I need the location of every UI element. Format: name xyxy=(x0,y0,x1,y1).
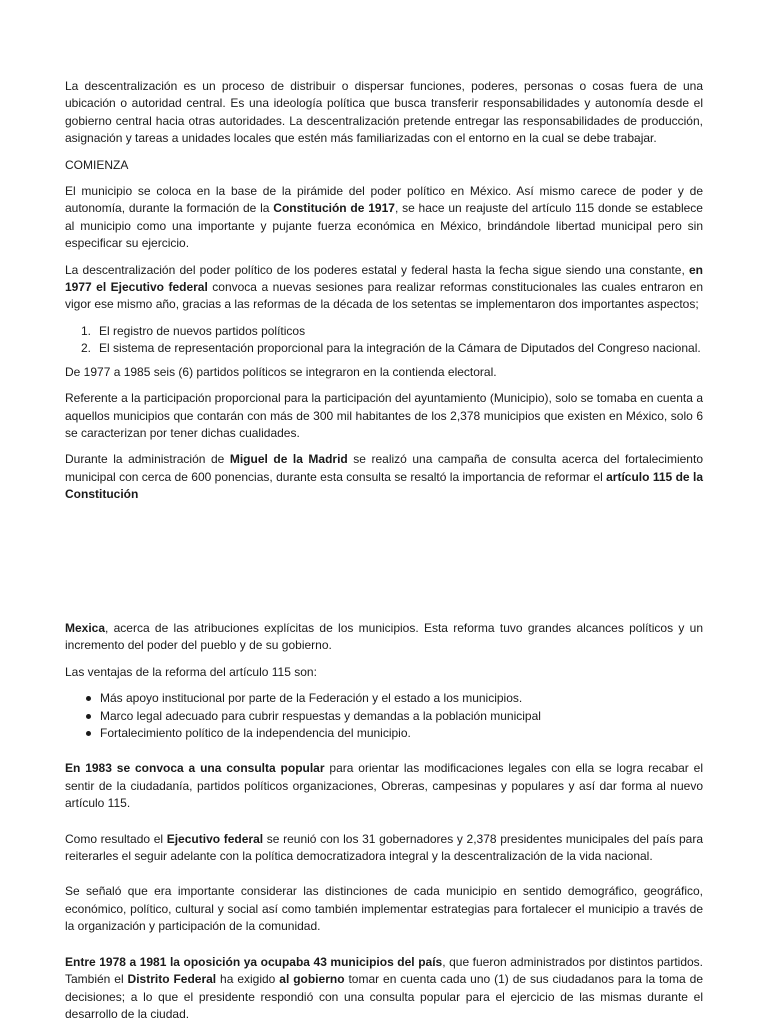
bold-run: Miguel de la Madrid xyxy=(229,452,348,467)
numbered-list xyxy=(65,323,703,358)
bold-run: al gobierno xyxy=(279,972,345,987)
text-run: , acerca de las atribuciones explícitas de los municipios. Esta reforma tuvo grandes alcances políticos y un incremento del poder del pueblo y de su gobierno. xyxy=(65,621,703,653)
list-item-text: El sistema de representación proporcional para la integración de la Cámara de Diputados del Congreso nacional. xyxy=(99,341,701,356)
list-item xyxy=(81,323,703,340)
list-item xyxy=(65,708,703,725)
text-run: para orientar las modificaciones legales con ella se logra recabar el sentir de la ciudadanía, partidos políticos organizaciones, Obreras, campesinas y populares y así dar forma al nuevo artículo 115. xyxy=(65,761,703,811)
list-number: 2. xyxy=(81,341,92,356)
text-run: , que fueron administrados por distintos partidos. También el xyxy=(65,954,704,987)
page-2-text xyxy=(65,620,703,1023)
bullet-icon xyxy=(86,696,91,701)
paragraph-ejecutivo-federal xyxy=(65,831,703,866)
list-item-text: El registro de nuevos partidos políticos xyxy=(99,323,306,338)
bold-run: artículo 115 de la Constitución xyxy=(65,469,703,502)
paragraph-miguel-de-la-madrid xyxy=(65,451,703,503)
text-run: se realizó una campaña de consulta acerca del fortalecimiento municipal con cerca de 600 ponencias, durante esta consulta se resaltó la importancia de reformar el xyxy=(65,452,703,484)
list-item xyxy=(65,725,703,742)
bold-run: Entre 1978 a 1981 la oposición ya ocupaba 43 municipios del país xyxy=(65,954,443,969)
list-number: 1. xyxy=(81,323,92,338)
paragraph-distinciones: Se señaló que era importante considerar las distinciones de cada municipio en sentido demográfico, geográfico, económico, político, cultural y social así como también implementar estrategias para fortalecer el municipio a través de la organización y participación de la comunidad. xyxy=(65,884,703,934)
text-run: Durante la administración de xyxy=(65,452,230,467)
text-run: se reunió con los 31 gobernadores y 2,378 presidentes municipales del país para reiterarles el seguir adelante con la política democratizadora integral y la descentralización de la vida nacional. xyxy=(65,831,704,864)
text-run: , se hace un reajuste del artículo 115 donde se establece al municipio como una importante y pujante fuerza económica en México, brindándole libertad municipal pero sin especificar su ejercicio. xyxy=(65,201,703,251)
list-item xyxy=(65,690,703,707)
paragraph-partidos: De 1977 a 1985 seis (6) partidos políticos se integraron en la contienda electoral. xyxy=(65,364,497,379)
text-run: El municipio se coloca en la base de la pirámide del poder político en México. Así mismo carece de poder y de autonomía, durante la formación de la xyxy=(65,184,703,216)
paragraph-consulta-1983 xyxy=(65,760,703,812)
paragraph-ventajas-title: Las ventajas de la reforma del artículo 115 son: xyxy=(65,664,317,679)
text-run: ha exigido xyxy=(216,972,280,987)
text-run: convoca a nuevas sesiones para realizar reformas constitucionales las cuales entraron en vigor ese mismo año, gracias a las reformas de la década de los setentas se implementaron dos importantes aspectos; xyxy=(65,280,704,312)
bold-run: Mexica xyxy=(65,621,106,635)
bold-run: Distrito Federal xyxy=(127,972,217,987)
page-1-text xyxy=(65,78,703,504)
list-item xyxy=(81,340,703,357)
bold-run: Constitución de 1917 xyxy=(273,201,395,216)
bullet-list xyxy=(65,690,703,742)
paragraph-intro: La descentralización es un proceso de distribuir o dispersar funciones, poderes, personas o cosas fuera de una ubicación o autoridad central. Es una ideología política que busca transferir responsabilidades y autonomía desde el gobierno central hacia otras autoridades. La descentralización pretende entregar las responsabilidades de producción, asignación y tareas a unidades locales que estén más familiarizadas con el entorno en la cual se debe trabajar. xyxy=(65,79,703,146)
text-run: La descentralización del poder político de los poderes estatal y federal hasta la fecha sigue siendo una constante, xyxy=(65,262,689,277)
text-run: tomar en cuenta cada uno (1) de sus ciudadanos para la toma de decisiones; a lo que el presidente respondió con una consulta popular para el ejercicio de las mismas durante el desarrollo de la ciudad. xyxy=(65,972,703,1021)
heading-comienza: COMIENZA xyxy=(65,157,129,172)
paragraph-descentralizacion xyxy=(65,262,703,314)
text-run: Como resultado el xyxy=(65,831,167,846)
paragraph-oposicion xyxy=(65,954,703,1024)
bold-run: en 1977 el Ejecutivo federal xyxy=(65,262,703,295)
paragraph-participacion: Referente a la participación proporcional para la participación del ayuntamiento (Municipio), solo se tomaba en cuenta a aquellos municipios que contarán con más de 300 mil habitantes de los 2,378 municipios que existen en México, solo 6 se caracterizan por tener dichas cualidades. xyxy=(65,391,703,440)
bullet-icon xyxy=(86,714,91,719)
paragraph-municipio xyxy=(65,183,703,253)
bullet-icon xyxy=(86,731,91,736)
list-item-text: Más apoyo institucional por parte de la Federación y el estado a los municipios. xyxy=(100,691,523,706)
list-item-text: Fortalecimiento político de la independencia del municipio. xyxy=(100,726,411,741)
list-item-text: Marco legal adecuado para cubrir respuestas y demandas a la población municipal xyxy=(100,708,541,723)
bold-run: En 1983 se convoca a una consulta popular xyxy=(65,761,325,776)
paragraph-reforma xyxy=(65,620,703,655)
bold-run: Ejecutivo federal xyxy=(166,831,264,846)
